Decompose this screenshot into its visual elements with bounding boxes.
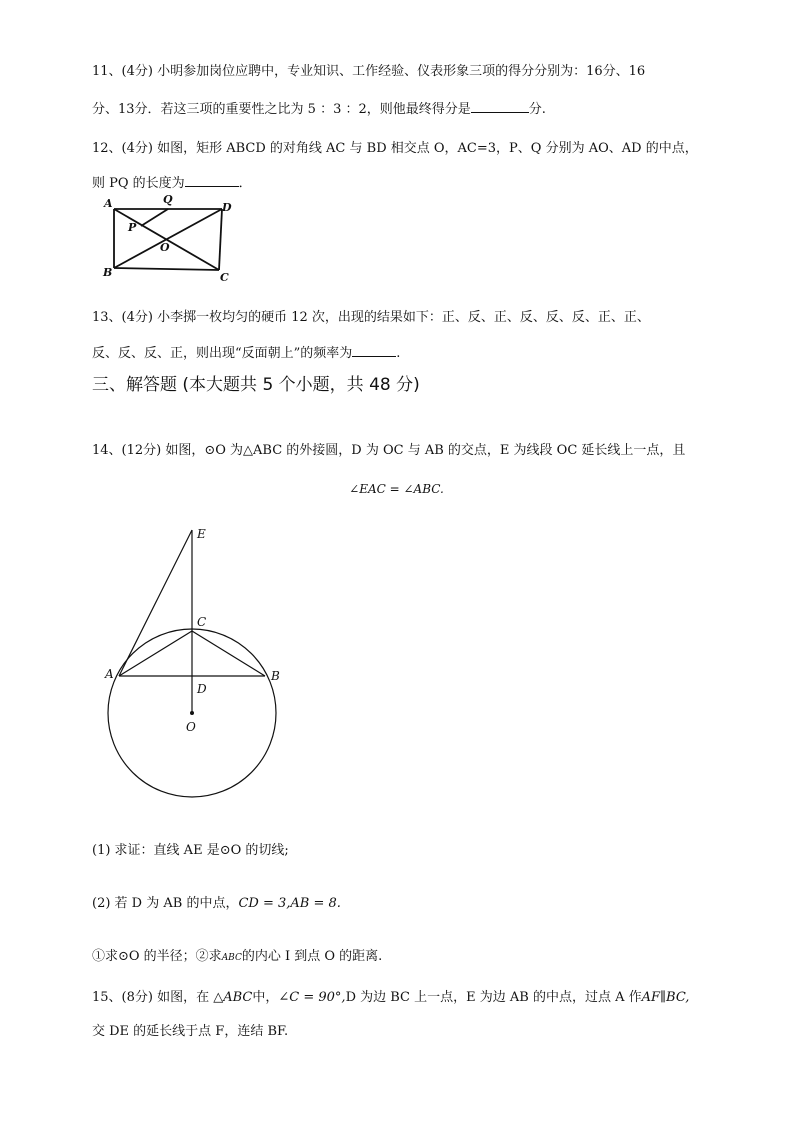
q14-part1: (1) 求证：直线 AE 是⊙O 的切线; bbox=[92, 843, 289, 858]
q15-line1-rest: D 为边 BC 上一点，E 为边 AB 的中点，过点 A 作 bbox=[345, 990, 642, 1005]
q14-part3 bbox=[92, 949, 382, 966]
circle-label-c: C bbox=[197, 615, 207, 629]
rect-label-b: B bbox=[103, 266, 113, 279]
q11-line1: 11、(4分) 小明参加岗位应聘中，专业知识、工作经验、仪表形象三项的得分分别为：16分、16 bbox=[92, 64, 646, 79]
q12-line1: 12、(4分) 如图，矩形 ABCD 的对角线 AC 与 BD 相交点 O，AC=3，P、Q 分别为 AO、AD 的中点， bbox=[92, 141, 698, 156]
q15-line1 bbox=[92, 990, 689, 1006]
circle-label-b: B bbox=[271, 669, 280, 683]
q13-line1: 13、(4分) 小李掷一枚均匀的硬币 12 次，出现的结果如下：正、反、正、反、反、反、正、正、 bbox=[92, 310, 650, 325]
rect-label-o: O bbox=[160, 241, 170, 254]
q15-line2: 交 DE 的延长线于点 F，连结 BF. bbox=[92, 1024, 289, 1039]
q15-line1-angle: ∠C = 90°, bbox=[278, 990, 346, 1005]
q11-line2-suffix: 分. bbox=[528, 102, 546, 117]
q14-part2 bbox=[92, 896, 341, 912]
circle-label-o: O bbox=[186, 720, 196, 734]
q14-formula: ∠EAC = ∠ABC. bbox=[349, 482, 444, 496]
q13-line2-text: 反、反、反、正，则出现“反面朝上”的频率为 bbox=[92, 346, 353, 361]
q11-answer-blank bbox=[471, 100, 529, 113]
q12-answer-blank bbox=[185, 174, 239, 187]
section-heading: 三、解答题 (本大题共 5 个小题，共 48 分) bbox=[92, 375, 420, 395]
q15-line1-zhong: 中， bbox=[252, 990, 279, 1005]
q11-line2-text: 分、13分．若这三项的重要性之比为 5 ：3 ：2，则他最终得分是 bbox=[92, 102, 471, 117]
q13-line2 bbox=[92, 344, 400, 362]
q11-line2 bbox=[92, 100, 546, 118]
q15-line1-parallel: AF∥BC, bbox=[641, 990, 690, 1005]
q15-line1-text: 15、(8分) 如图，在 △ bbox=[92, 990, 224, 1005]
q14-part3-abc: ABC bbox=[221, 953, 242, 963]
q15-line1-abc: ABC bbox=[223, 990, 253, 1005]
circle-label-a: A bbox=[105, 667, 114, 681]
q12-line2 bbox=[92, 174, 252, 192]
rect-label-d: D bbox=[222, 201, 232, 214]
q14-line1: 14、(12分) 如图，⊙O 为△ABC 的外接圆，D 为 OC 与 AB 的交点，E 为线段 OC 延长线上一点，且 bbox=[92, 443, 686, 458]
rect-label-c: C bbox=[220, 271, 229, 284]
circle-label-d: D bbox=[197, 682, 207, 696]
q12-line2-text: 则 PQ 的长度为 bbox=[92, 176, 185, 191]
q14-part2-formula: CD = 3,AB = 8. bbox=[238, 896, 341, 911]
rect-label-a: A bbox=[104, 197, 113, 210]
rect-label-p: P bbox=[128, 221, 137, 234]
q12-line2-suffix: ． bbox=[238, 176, 252, 191]
q13-line2-suffix: . bbox=[396, 346, 401, 361]
q14-part3-text: ①求⊙O 的半径；②求 bbox=[92, 949, 222, 964]
circle-label-e: E bbox=[197, 527, 206, 541]
q14-part2-text: (2) 若 D 为 AB 的中点， bbox=[92, 896, 239, 911]
q13-answer-blank bbox=[352, 344, 396, 357]
rect-label-q: Q bbox=[163, 193, 173, 206]
rectangle-figure bbox=[100, 193, 250, 285]
circle-figure bbox=[95, 518, 300, 808]
q14-part3-suffix: 的内心 I 到点 O 的距离. bbox=[241, 949, 383, 964]
